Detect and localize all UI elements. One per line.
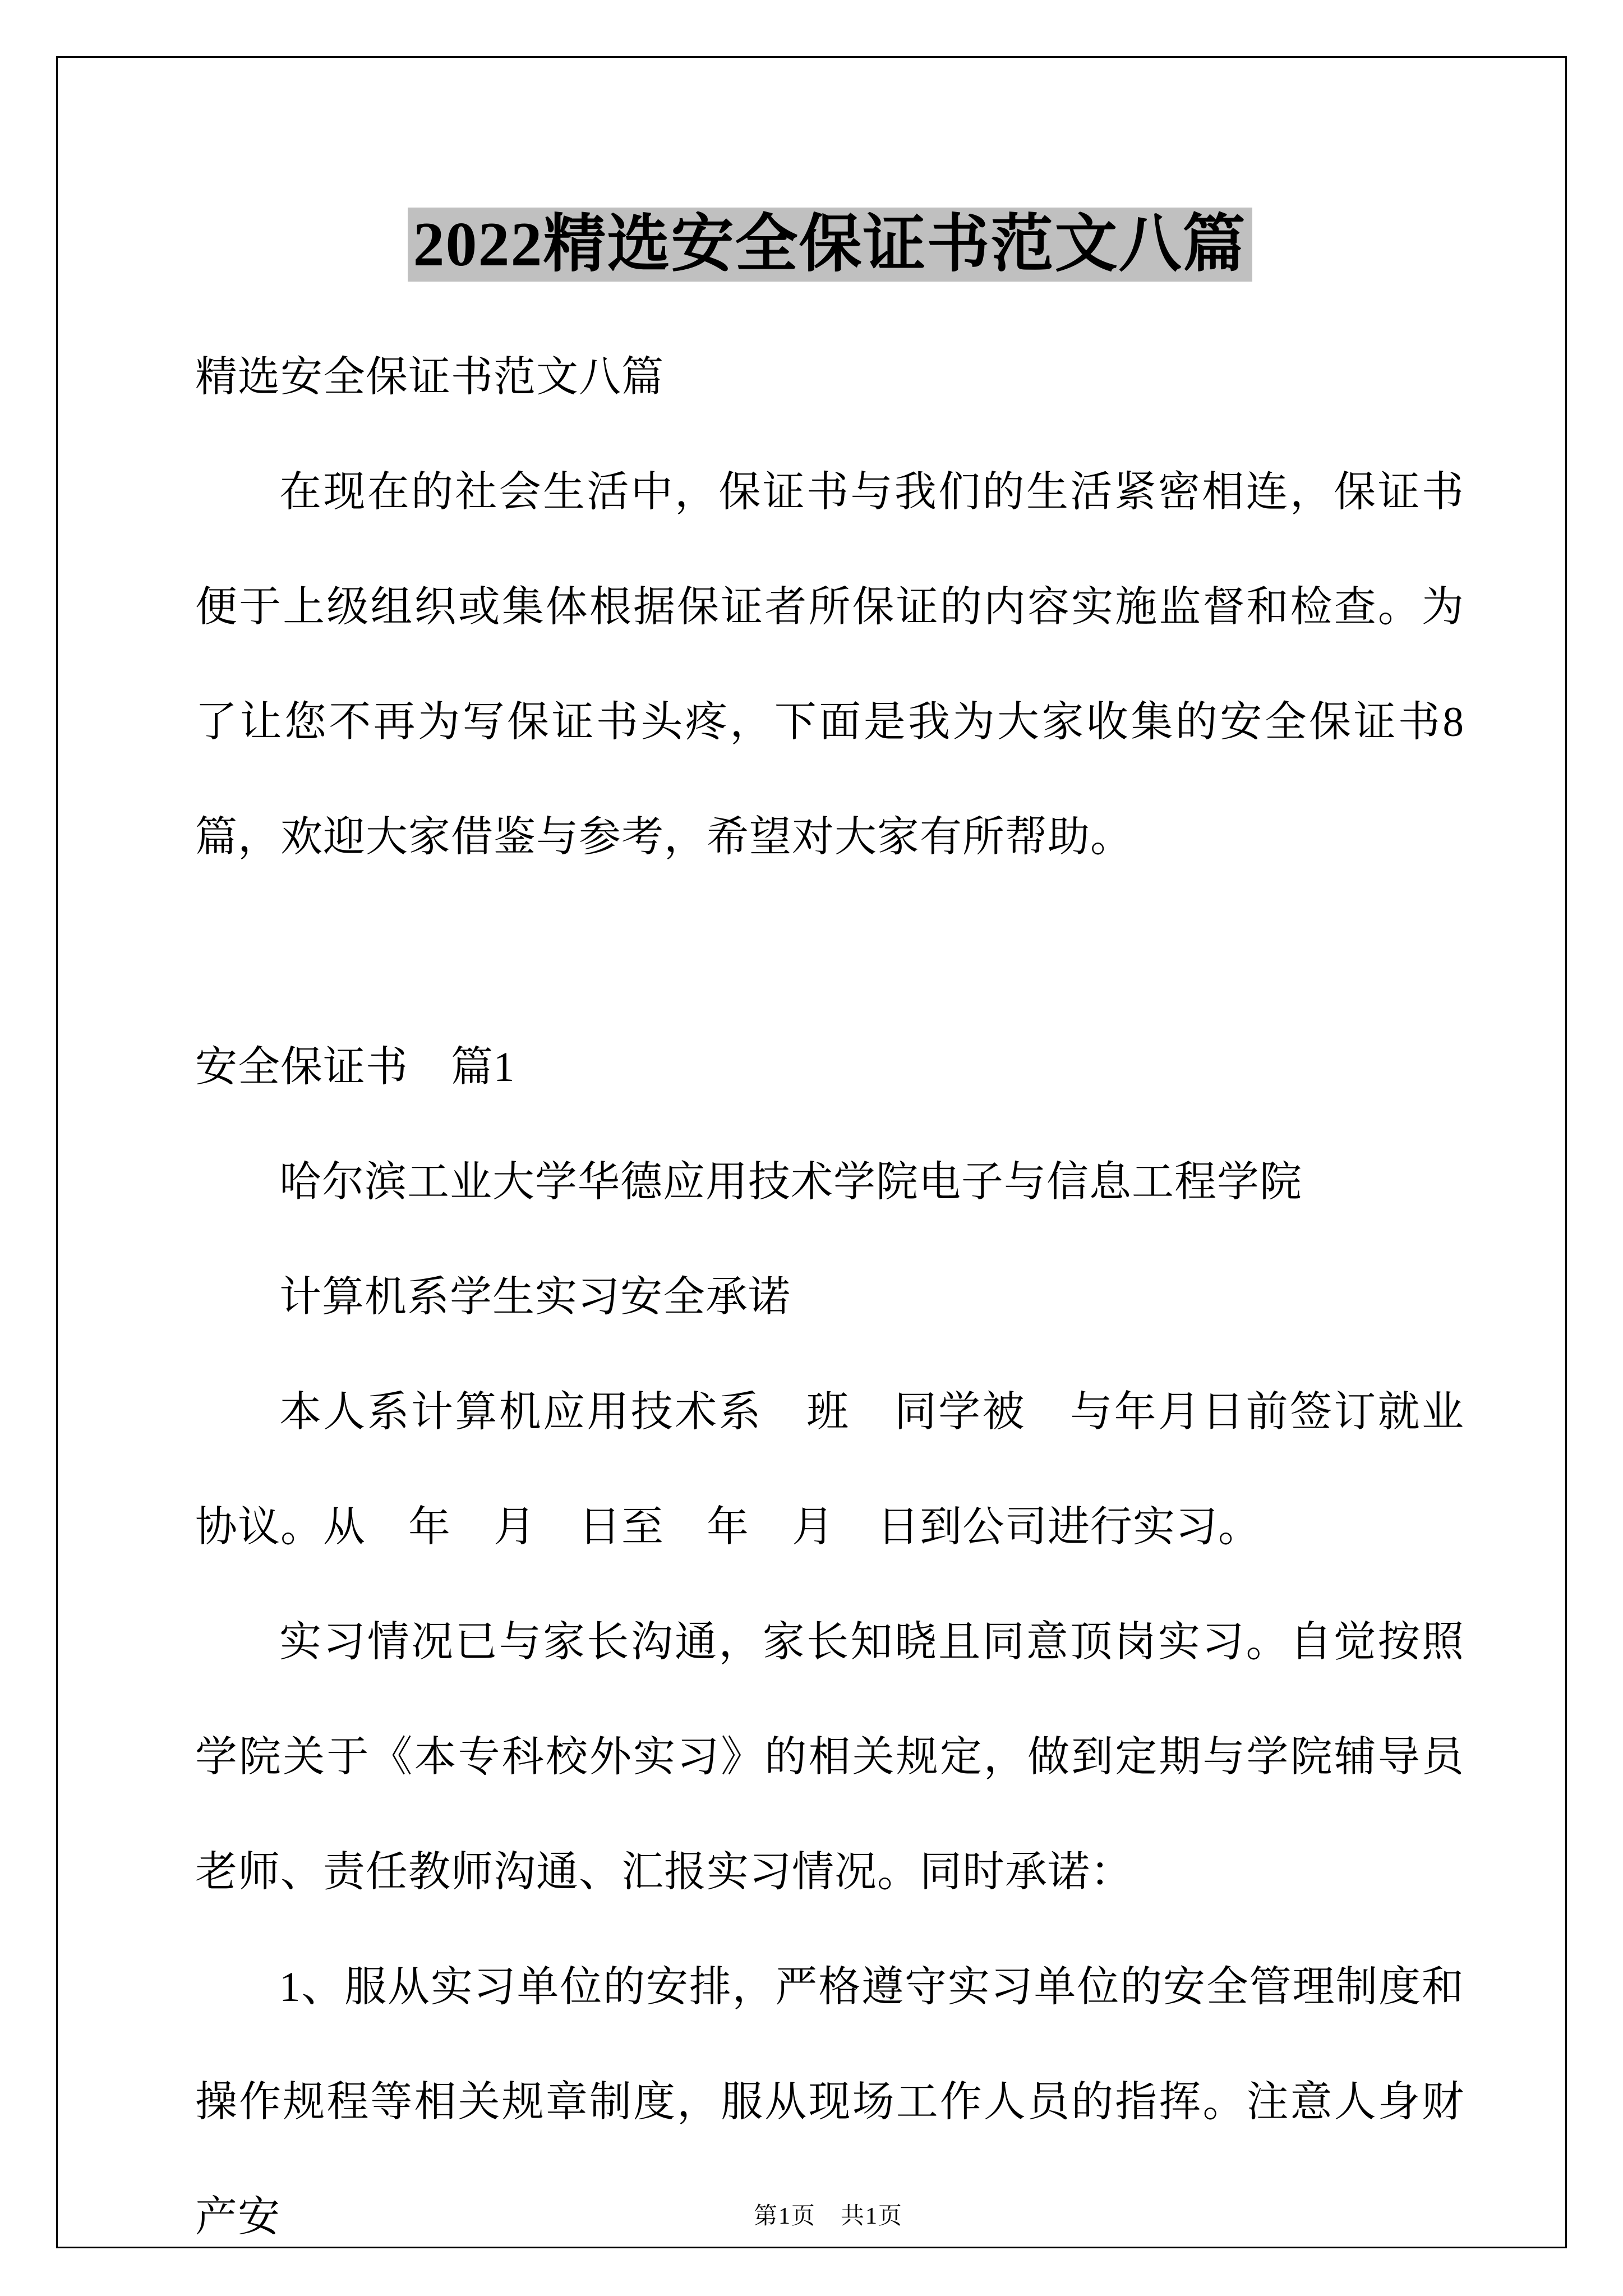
- para-agreement: 本人系计算机应用技术系 班 同学被 与年月日前签订就业协议。从 年 月 日至 年 月 日到公司进行实习。: [195, 1388, 1464, 1550]
- page-footer: [58, 2197, 1565, 2231]
- para-dept-title: 计算机系学生实习安全承诺: [279, 1273, 791, 1320]
- para-communication: 实习情况已与家长沟通，家长知晓且同意顶岗实习。自觉按照学院关于《本专科校外实习》的相关规定，做到定期与学院辅导员老师、责任教师沟通、汇报实习情况。同时承诺：: [195, 1618, 1464, 1895]
- para-subtitle: 精选安全保证书范文八篇: [195, 353, 665, 401]
- blank-line: [195, 895, 1464, 1010]
- title-highlight: 2022精选安全保证书范文八篇: [408, 208, 1252, 282]
- page-number-label: 第1页 共1页: [753, 2203, 903, 2229]
- page-border-frame: [56, 56, 1567, 2248]
- para-section-heading: 安全保证书 篇1: [195, 1043, 515, 1091]
- para-school-name: 哈尔滨工业大学华德应用技术学院电子与信息工程学院: [279, 1158, 1303, 1205]
- document-title: [195, 201, 1464, 289]
- para-item-1: 1、服从实习单位的安排，严格遵守实习单位的安全管理制度和操作规程等相关规章制度，服从现场工作人员的指挥。注意人身财产安: [195, 1963, 1464, 2240]
- para-intro: 在现在的社会生活中，保证书与我们的生活紧密相连，保证书便于上级组织或集体根据保证者所保证的内容实施监督和检查。为了让您不再为写保证书头疼，下面是我为大家收集的安全保证书8篇，欢迎大家借鉴与参考，希望对大家有所帮助。: [195, 468, 1464, 861]
